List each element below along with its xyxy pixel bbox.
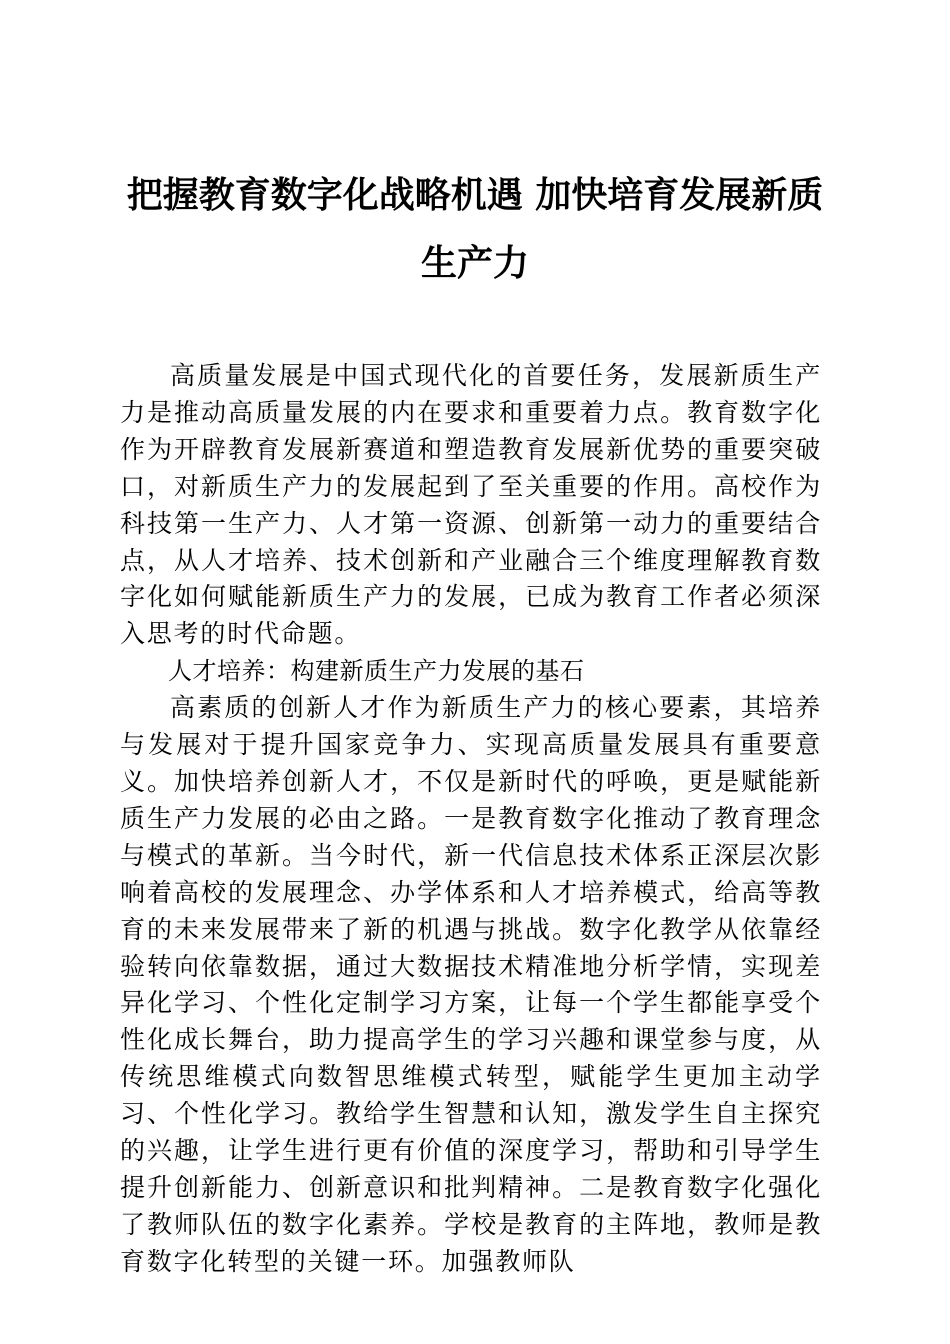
document-title-line-1: 把握教育数字化战略机遇 加快培育发展新质 bbox=[126, 175, 824, 216]
section-heading: 人才培养：构建新质生产力发展的基石 bbox=[168, 657, 585, 686]
document-body bbox=[120, 358, 822, 1281]
intro-paragraph: 高质量发展是中国式现代化的首要任务，发展新质生产力是推动高质量发展的内在要求和重要着力点。教育数字化作为开辟教育发展新赛道和塑造教育发展新优势的重要突破口，对新质生产力的发展起到了至关重要的作用。高校作为科技第一生产力、人才第一资源、创新第一动力的重要结合点，从人才培养、技术创新和产业融合三个维度理解教育数字化如何赋能新质生产力的发展，已成为教育工作者必须深入思考的时代命题。 bbox=[120, 361, 822, 649]
document-title-line-2: 生产力 bbox=[420, 243, 529, 284]
section-paragraph: 高素质的创新人才作为新质生产力的核心要素，其培养与发展对于提升国家竞争力、实现高质量发展具有重要意义。加快培养创新人才，不仅是新时代的呼唤，更是赋能新质生产力发展的必由之路。一是教育数字化推动了教育理念与模式的革新。当今时代，新一代信息技术体系正深层次影响着高校的发展理念、办学体系和人才培养模式，给高等教育的未来发展带来了新的机遇与挑战。数字化教学从依靠经验转向依靠数据，通过大数据技术精准地分析学情，实现差异化学习、个性化定制学习方案，让每一个学生都能享受个性化成长舞台，助力提高学生的学习兴趣和课堂参与度，从传统思维模式向数智思维模式转型，赋能学生更加主动学习、个性化学习。教给学生智慧和认知，激发学生自主探究的兴趣，让学生进行更有价值的深度学习，帮助和引导学生提升创新能力、创新意识和批判精神。二是教育数字化强化了教师队伍的数字化素养。学校是教育的主阵地，教师是教育数字化转型的关键一环。加强教师队 bbox=[120, 693, 822, 1276]
